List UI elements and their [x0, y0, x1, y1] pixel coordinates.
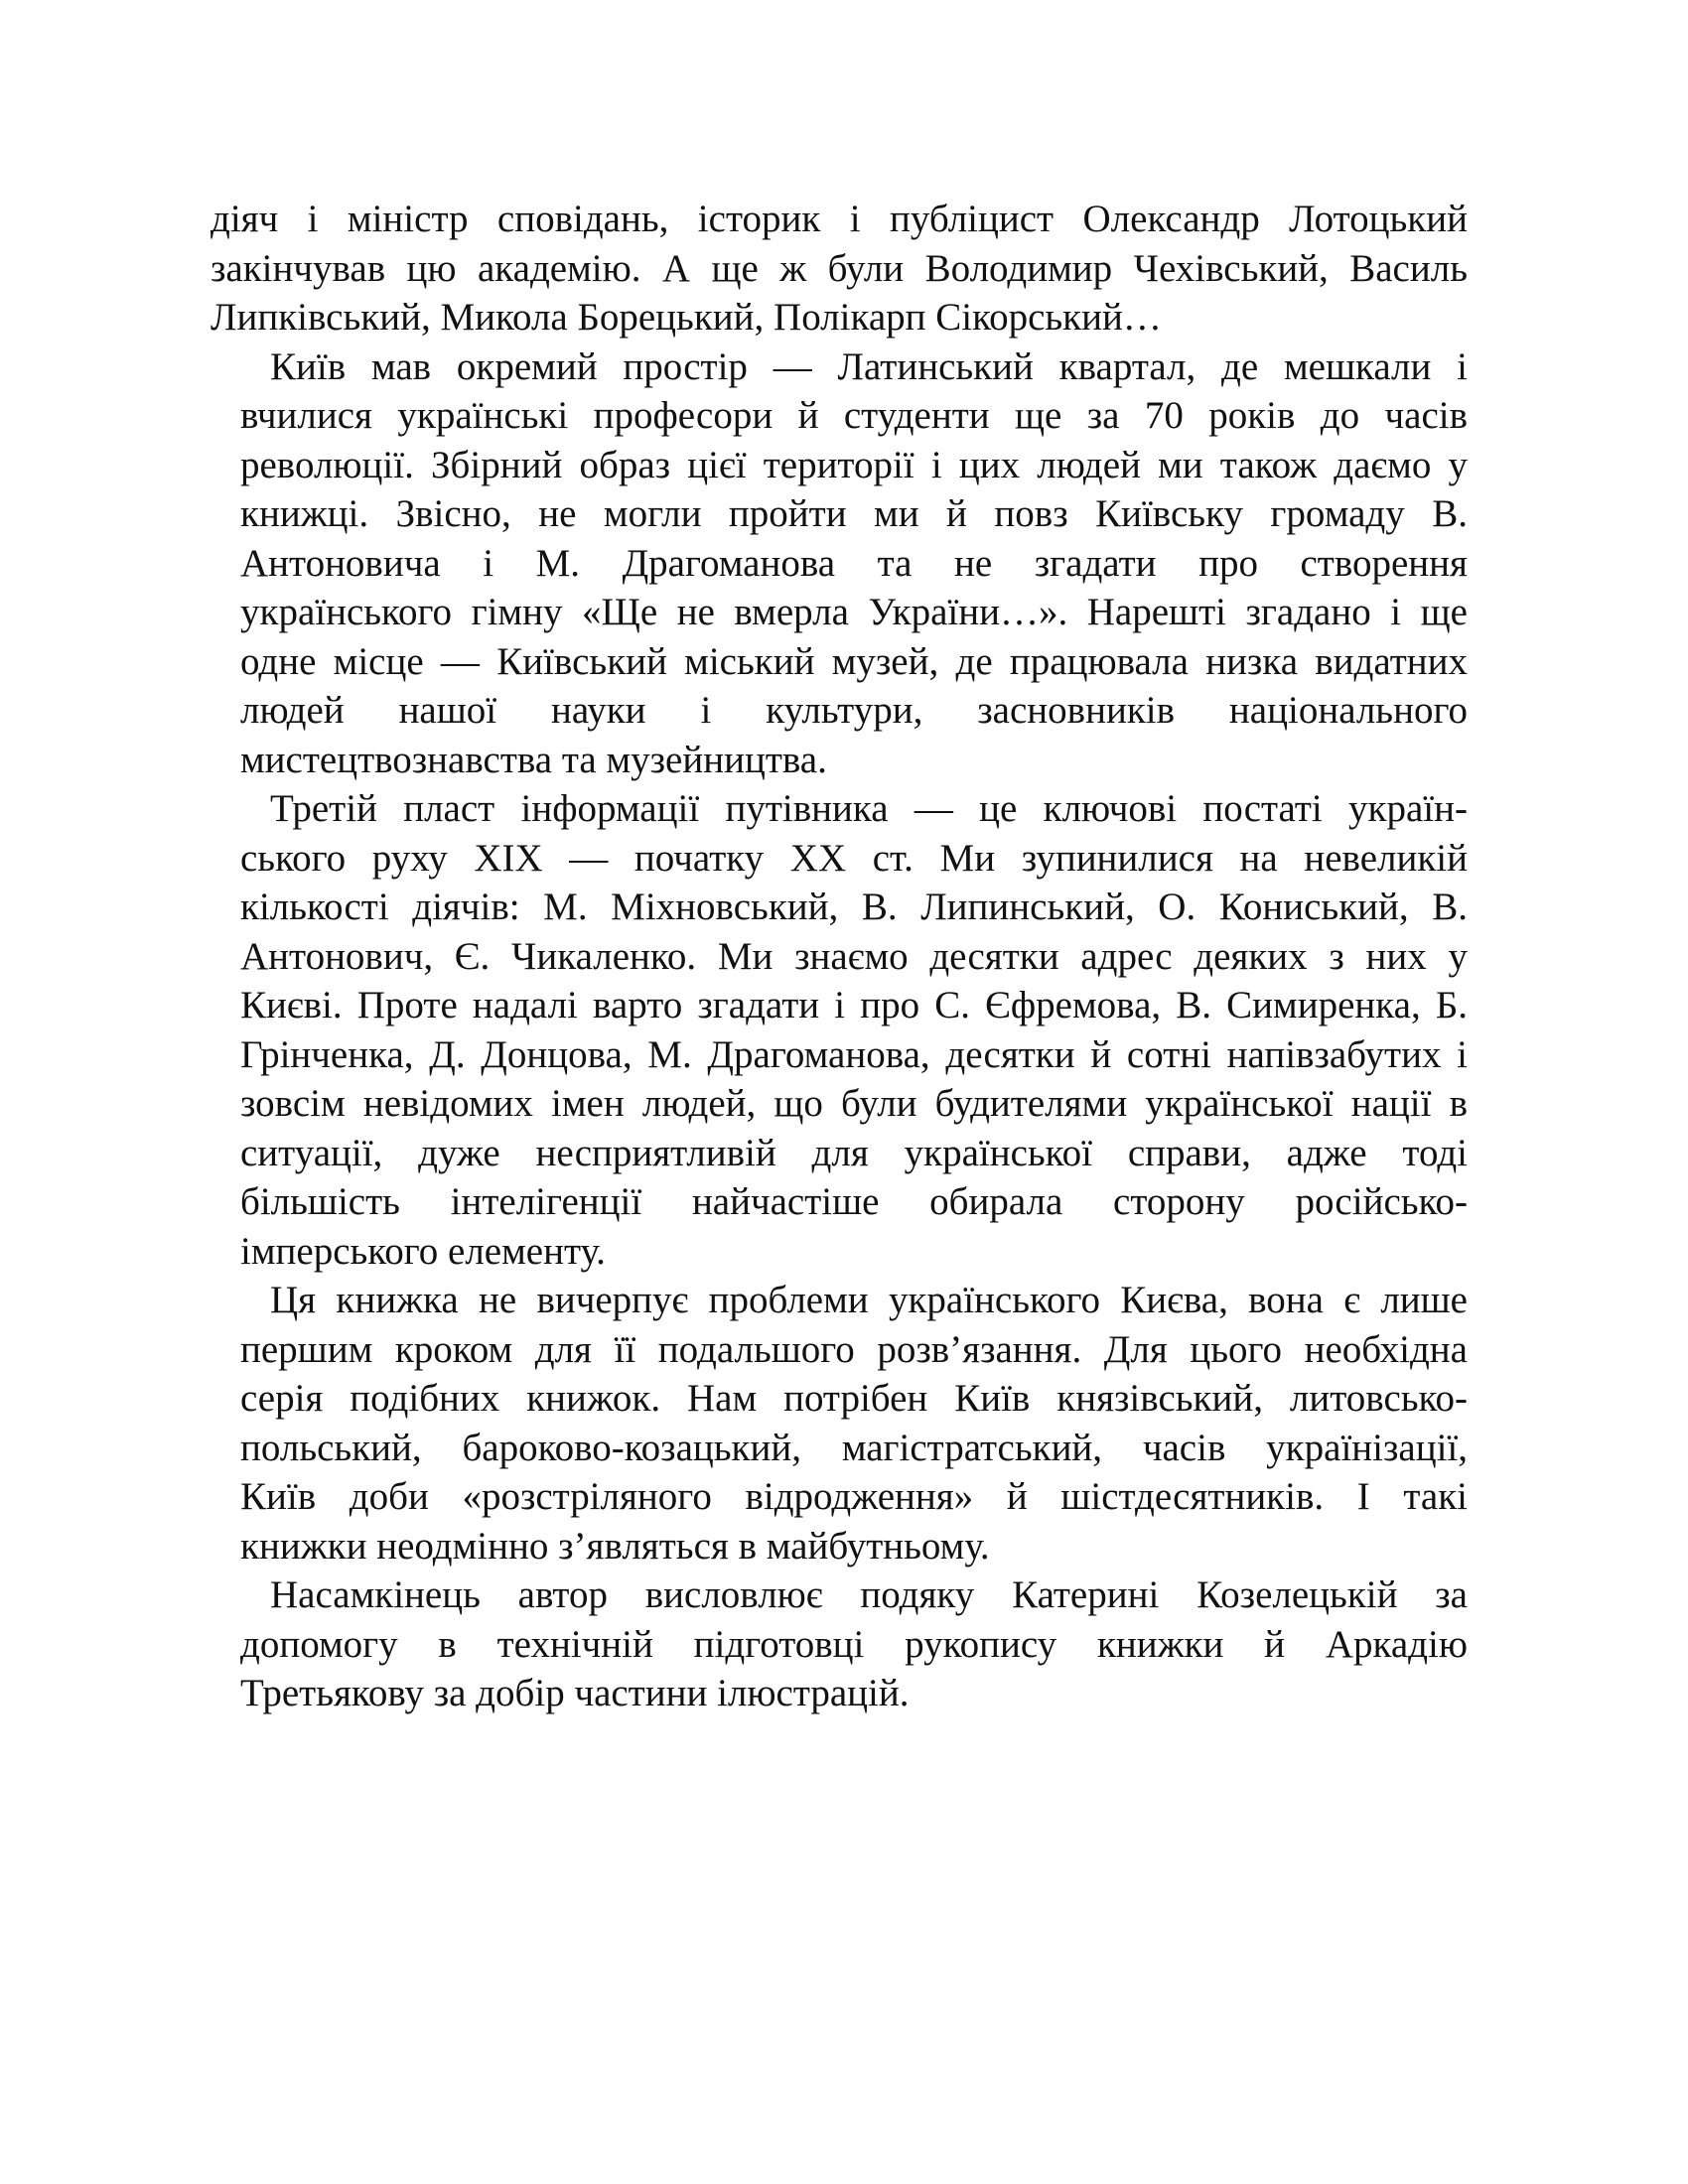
- text-line: кількості діячів: М. Міхновський, В. Липинський, О. Кониський, В.: [240, 886, 1468, 928]
- text-line: вчилися українські професори й студенти ще за 70 років до часів: [240, 394, 1468, 437]
- text-line: Ця книжка не вичерпує проблеми українського Києва, вона є лише: [270, 1279, 1468, 1321]
- text-line: першим кроком для її подальшого розв’язання. Для цього необхідна: [240, 1327, 1468, 1371]
- text-line: Київ мав окремий простір — Латинський квартал, де мешкали і: [270, 344, 1468, 388]
- paragraph-2: [211, 342, 1468, 785]
- text-line: Насамкінець автор висловлює подяку Катерині Козелецькій за: [270, 1573, 1468, 1616]
- text-line: польський, бароково-козацький, магістратський, часів українізації,: [240, 1426, 1468, 1469]
- text-line: Києві. Проте надалі варто згадати і про С. Єфремова, В. Симиренка, Б.: [240, 984, 1468, 1026]
- paragraph-1: [211, 195, 1468, 342]
- text-line: книжки неодмінно з’являться в майбутньому.: [240, 1524, 990, 1568]
- text-line: Грінченка, Д. Донцова, М. Драгоманова, десятки й сотні напівзабутих і: [240, 1032, 1468, 1076]
- text-line: зовсім невідомих імен людей, що були будителями української нації в: [240, 1082, 1468, 1125]
- text-line: Липківський, Микола Борецький, Полікарп Сікорський…: [211, 296, 1162, 339]
- text-line: Третій пласт інформації путівника — це ключові постаті україн-: [270, 787, 1468, 830]
- text-line: ситуації, дуже несприятливій для української справи, адже тоді: [240, 1131, 1468, 1174]
- text-line: революції. Збірний образ цієї території і цих людей ми також даємо у: [240, 443, 1468, 486]
- text-line: серія подібних книжок. Нам потрібен Київ князівський, литовсько-: [240, 1377, 1468, 1420]
- text-line: імперського елементу.: [240, 1229, 606, 1273]
- text-line: закінчував цю академію. А ще ж були Володимир Чехівський, Василь: [211, 246, 1468, 290]
- text-line: ського руху XIX — початку XX ст. Ми зупинилися на невеликій: [240, 836, 1468, 880]
- page-body: [211, 195, 1468, 1718]
- text-line: більшість інтелігенції найчастіше обирала сторону російсько-: [240, 1180, 1468, 1223]
- text-line: мистецтвознавства та музейництва.: [240, 738, 827, 781]
- paragraph-5: [211, 1570, 1468, 1718]
- text-line: людей нашої науки і культури, засновників національного: [240, 689, 1468, 732]
- text-line: Антоновича і М. Драгоманова та не згадати про створення: [240, 541, 1468, 585]
- text-line: книжці. Звісно, не могли пройти ми й повз Київську громаду В.: [240, 492, 1468, 535]
- paragraph-3: [211, 784, 1468, 1276]
- text-line: допомогу в технічній підготовці рукопису книжки й Аркадію: [240, 1622, 1468, 1666]
- text-line: одне місце — Київський міський музей, де працювала низка видатних: [240, 639, 1468, 683]
- paragraph-4: [211, 1276, 1468, 1570]
- text-line: Третьякову за добір частини ілюстрацій.: [240, 1672, 910, 1714]
- text-line: українського гімну «Ще не вмерла України…». Нарешті згадано і ще: [240, 591, 1468, 633]
- text-line: діяч і міністр сповідань, історик і публіцист Олександр Лотоцький: [211, 198, 1468, 240]
- text-line: Київ доби «розстріляного відродження» й шістдесятників. І такі: [240, 1475, 1468, 1518]
- text-line: Антонович, Є. Чикаленко. Ми знаємо десятки адрес деяких з них у: [240, 934, 1468, 978]
